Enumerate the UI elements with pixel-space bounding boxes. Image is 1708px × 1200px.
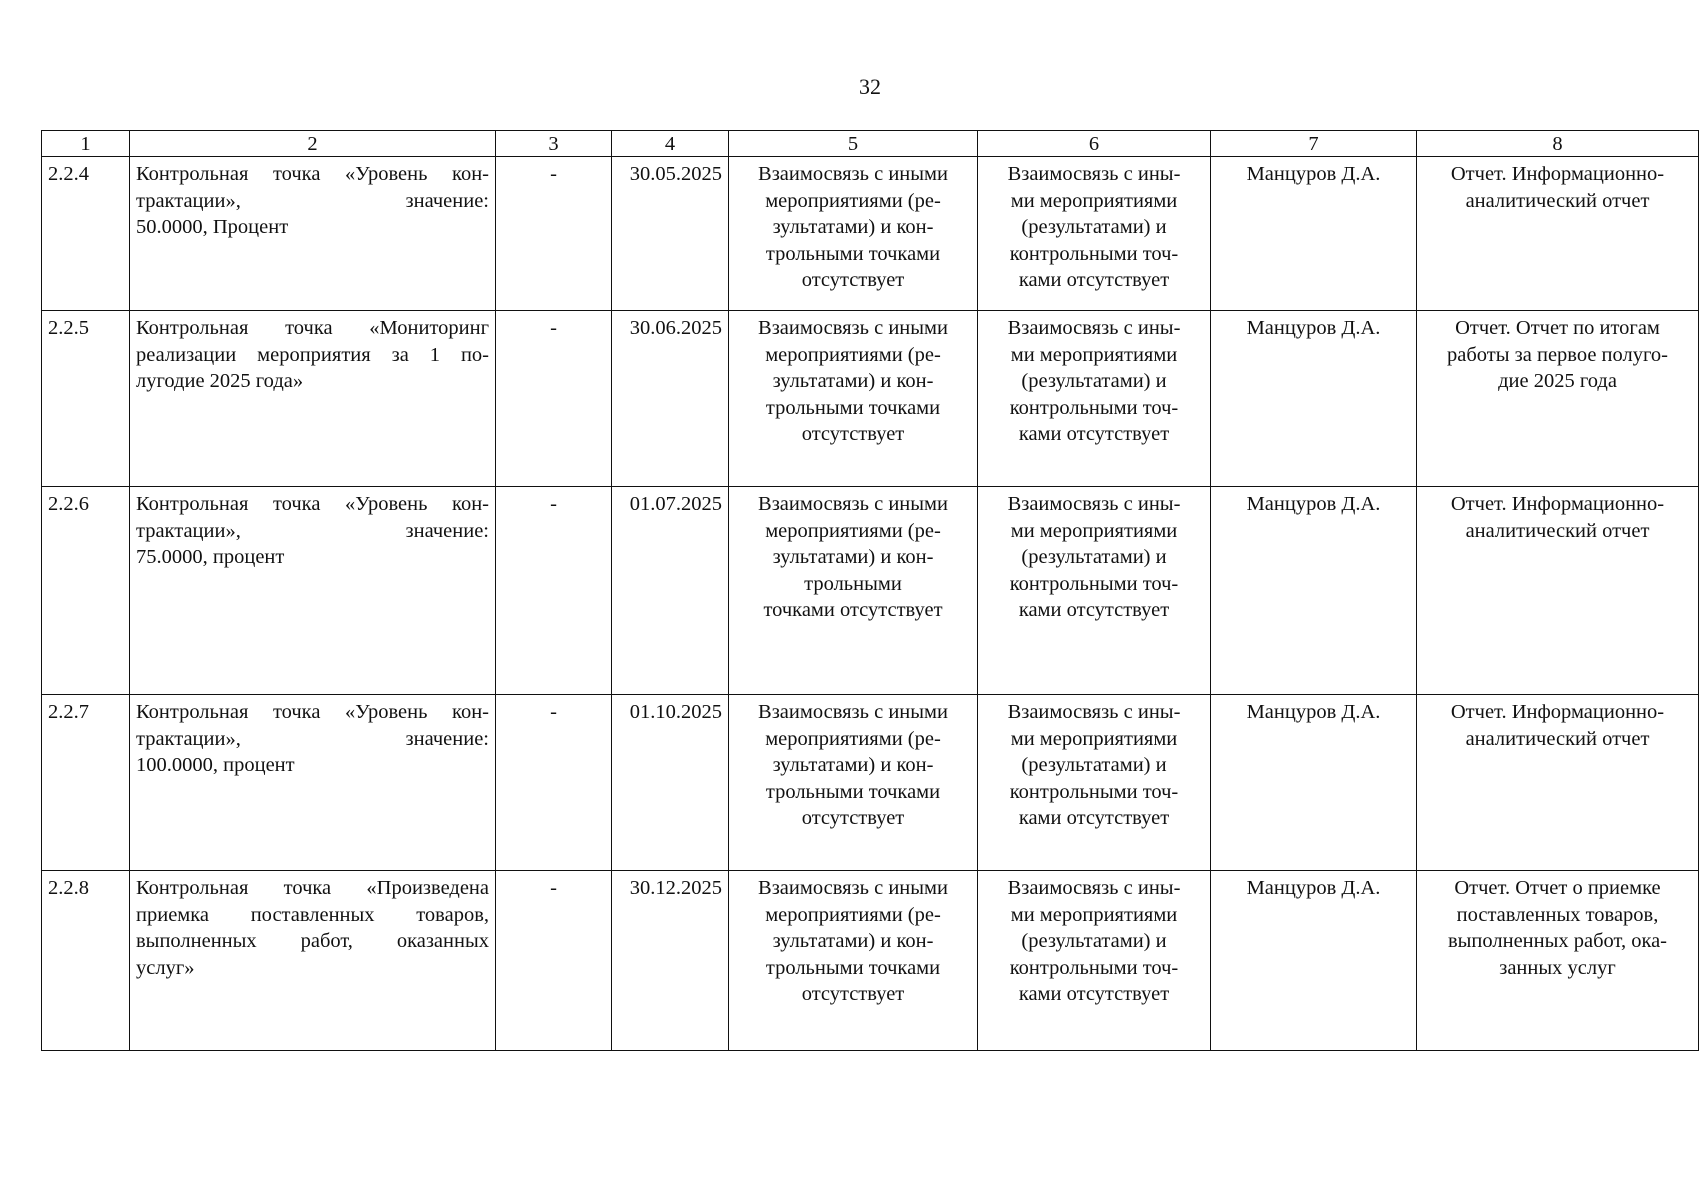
relation-line: (результатами) и xyxy=(1021,370,1167,392)
relation-line: Взаимосвязь с иными xyxy=(758,701,948,723)
name-line: трактации», значение: xyxy=(136,727,489,750)
relation-line: мероприятиями (ре- xyxy=(765,519,941,542)
row-number: 2.2.6 xyxy=(42,487,130,695)
relation-line: Взаимосвязь с иными xyxy=(758,493,948,515)
report-document xyxy=(1417,695,1699,871)
deadline-date: 01.10.2025 xyxy=(612,695,729,871)
report-document xyxy=(1417,487,1699,695)
relation-line: ками отсутствует xyxy=(1018,599,1170,621)
name-line: трактации», значение: xyxy=(136,189,489,212)
relation-line: отсутствует xyxy=(801,269,905,291)
page-number: 32 xyxy=(859,74,881,99)
column-header: 1 xyxy=(42,131,130,157)
relation-line: ми мероприятиями xyxy=(1010,903,1178,926)
report-line: выполненных работ, ока- xyxy=(1447,930,1668,952)
report-line: Отчет. Информационно- xyxy=(1450,163,1665,185)
relation-to-activities xyxy=(729,695,978,871)
column-header: 8 xyxy=(1417,131,1699,157)
report-line: аналитический отчет xyxy=(1465,727,1650,750)
column-3-value: - xyxy=(496,487,612,695)
name-line: 75.0000, процент xyxy=(136,546,285,568)
relation-line: точками отсутствует xyxy=(763,599,943,621)
responsible-person: Манцуров Д.А. xyxy=(1211,311,1417,487)
relation-line: (результатами) и xyxy=(1021,216,1167,238)
column-3-value: - xyxy=(496,695,612,871)
name-line: Контрольная точка «Мониторинг xyxy=(136,317,489,339)
relation-line: ми мероприятиями xyxy=(1010,519,1178,542)
name-line: выполненных работ, оказанных xyxy=(136,930,489,952)
relation-line: Взаимосвязь с иными xyxy=(758,163,948,185)
table-row xyxy=(42,487,1699,695)
relation-line: контрольными точ- xyxy=(1009,572,1179,595)
relation-line: зультатами) и кон- xyxy=(772,216,934,238)
relation-line: Взаимосвязь с иными xyxy=(758,877,948,899)
report-line: Отчет. Информационно- xyxy=(1450,493,1665,515)
report-line: Отчет. Отчет о приемке xyxy=(1454,877,1661,899)
table-row xyxy=(42,157,1699,311)
report-line: дие 2025 года xyxy=(1498,370,1617,392)
relation-line: (результатами) и xyxy=(1021,546,1167,568)
relation-line: контрольными точ- xyxy=(1009,780,1179,803)
deadline-date: 30.06.2025 xyxy=(612,311,729,487)
report-document xyxy=(1417,311,1699,487)
column-header: 3 xyxy=(496,131,612,157)
name-line: Контрольная точка «Уровень кон- xyxy=(136,163,489,185)
relation-line: трольными точками xyxy=(765,242,941,265)
relation-line: отсутствует xyxy=(801,807,905,829)
relation-line: Взаимосвязь с ины- xyxy=(1007,493,1181,515)
name-line: услуг» xyxy=(136,956,195,979)
relation-line: контрольными точ- xyxy=(1009,956,1179,979)
relation-line: ми мероприятиями xyxy=(1010,189,1178,212)
table-row xyxy=(42,871,1699,1051)
relation-line: ми мероприятиями xyxy=(1010,343,1178,366)
control-point-name xyxy=(130,695,496,871)
control-point-name xyxy=(130,157,496,311)
relation-line: зультатами) и кон- xyxy=(772,930,934,952)
column-header: 4 xyxy=(612,131,729,157)
relation-to-activities xyxy=(729,311,978,487)
relation-line: Взаимосвязь с ины- xyxy=(1007,701,1181,723)
row-number: 2.2.7 xyxy=(42,695,130,871)
report-line: занных услуг xyxy=(1499,956,1616,979)
control-point-name xyxy=(130,311,496,487)
column-header: 6 xyxy=(978,131,1211,157)
relation-line: Взаимосвязь с ины- xyxy=(1007,317,1181,339)
responsible-person: Манцуров Д.А. xyxy=(1211,157,1417,311)
table-row xyxy=(42,311,1699,487)
column-3-value: - xyxy=(496,871,612,1051)
relation-line: трольными точками xyxy=(765,780,941,803)
row-number: 2.2.8 xyxy=(42,871,130,1051)
report-line: Отчет. Информационно- xyxy=(1450,701,1665,723)
column-3-value: - xyxy=(496,157,612,311)
relation-line: (результатами) и xyxy=(1021,930,1167,952)
relation-to-checkpoints xyxy=(978,871,1211,1051)
deadline-date: 01.07.2025 xyxy=(612,487,729,695)
relation-line: контрольными точ- xyxy=(1009,396,1179,419)
relation-line: мероприятиями (ре- xyxy=(765,727,941,750)
relation-line: отсутствует xyxy=(801,423,905,445)
relation-to-activities xyxy=(729,157,978,311)
name-line: Контрольная точка «Уровень кон- xyxy=(136,701,489,723)
name-line: Контрольная точка «Уровень кон- xyxy=(136,493,489,515)
relation-line: ками отсутствует xyxy=(1018,807,1170,829)
name-line: приемка поставленных товаров, xyxy=(136,903,489,926)
relation-line: Взаимосвязь с иными xyxy=(758,317,948,339)
relation-line: трольными точками xyxy=(765,396,941,419)
report-document xyxy=(1417,871,1699,1051)
relation-to-activities xyxy=(729,871,978,1051)
name-line: трактации», значение: xyxy=(136,519,489,542)
responsible-person: Манцуров Д.А. xyxy=(1211,695,1417,871)
relation-line: ми мероприятиями xyxy=(1010,727,1178,750)
relation-line: зультатами) и кон- xyxy=(772,546,934,568)
deadline-date: 30.05.2025 xyxy=(612,157,729,311)
table-row xyxy=(42,695,1699,871)
report-line: аналитический отчет xyxy=(1465,189,1650,212)
relation-line: контрольными точ- xyxy=(1009,242,1179,265)
control-point-name xyxy=(130,871,496,1051)
relation-to-checkpoints xyxy=(978,695,1211,871)
responsible-person: Манцуров Д.А. xyxy=(1211,871,1417,1051)
relation-line: ками отсутствует xyxy=(1018,269,1170,291)
column-3-value: - xyxy=(496,311,612,487)
relation-to-checkpoints xyxy=(978,487,1211,695)
relation-to-checkpoints xyxy=(978,157,1211,311)
control-points-table xyxy=(41,130,1699,1051)
report-line: работы за первое полуго- xyxy=(1447,343,1668,366)
relation-line: зультатами) и кон- xyxy=(772,754,934,776)
relation-line: Взаимосвязь с ины- xyxy=(1007,163,1181,185)
relation-line: зультатами) и кон- xyxy=(772,370,934,392)
name-line: 50.0000, Процент xyxy=(136,216,289,238)
relation-line: трольными xyxy=(804,572,902,595)
report-line: поставленных товаров, xyxy=(1456,903,1659,926)
responsible-person: Манцуров Д.А. xyxy=(1211,487,1417,695)
relation-line: мероприятиями (ре- xyxy=(765,343,941,366)
deadline-date: 30.12.2025 xyxy=(612,871,729,1051)
relation-line: (результатами) и xyxy=(1021,754,1167,776)
column-header: 7 xyxy=(1211,131,1417,157)
name-line: реализации мероприятия за 1 по- xyxy=(136,343,489,366)
name-line: 100.0000, процент xyxy=(136,754,295,776)
report-document xyxy=(1417,157,1699,311)
relation-to-checkpoints xyxy=(978,311,1211,487)
relation-line: мероприятиями (ре- xyxy=(765,189,941,212)
relation-line: отсутствует xyxy=(801,983,905,1005)
relation-line: Взаимосвязь с ины- xyxy=(1007,877,1181,899)
report-line: Отчет. Отчет по итогам xyxy=(1455,317,1660,339)
name-line: Контрольная точка «Произведена xyxy=(136,877,489,899)
name-line: лугодие 2025 года» xyxy=(136,370,304,392)
relation-line: мероприятиями (ре- xyxy=(765,903,941,926)
column-header: 5 xyxy=(729,131,978,157)
row-number: 2.2.4 xyxy=(42,157,130,311)
row-number: 2.2.5 xyxy=(42,311,130,487)
header-row xyxy=(42,131,1699,157)
relation-line: ками отсутствует xyxy=(1018,423,1170,445)
control-point-name xyxy=(130,487,496,695)
column-header: 2 xyxy=(130,131,496,157)
relation-line: ками отсутствует xyxy=(1018,983,1170,1005)
report-line: аналитический отчет xyxy=(1465,519,1650,542)
relation-line: трольными точками xyxy=(765,956,941,979)
relation-to-activities xyxy=(729,487,978,695)
